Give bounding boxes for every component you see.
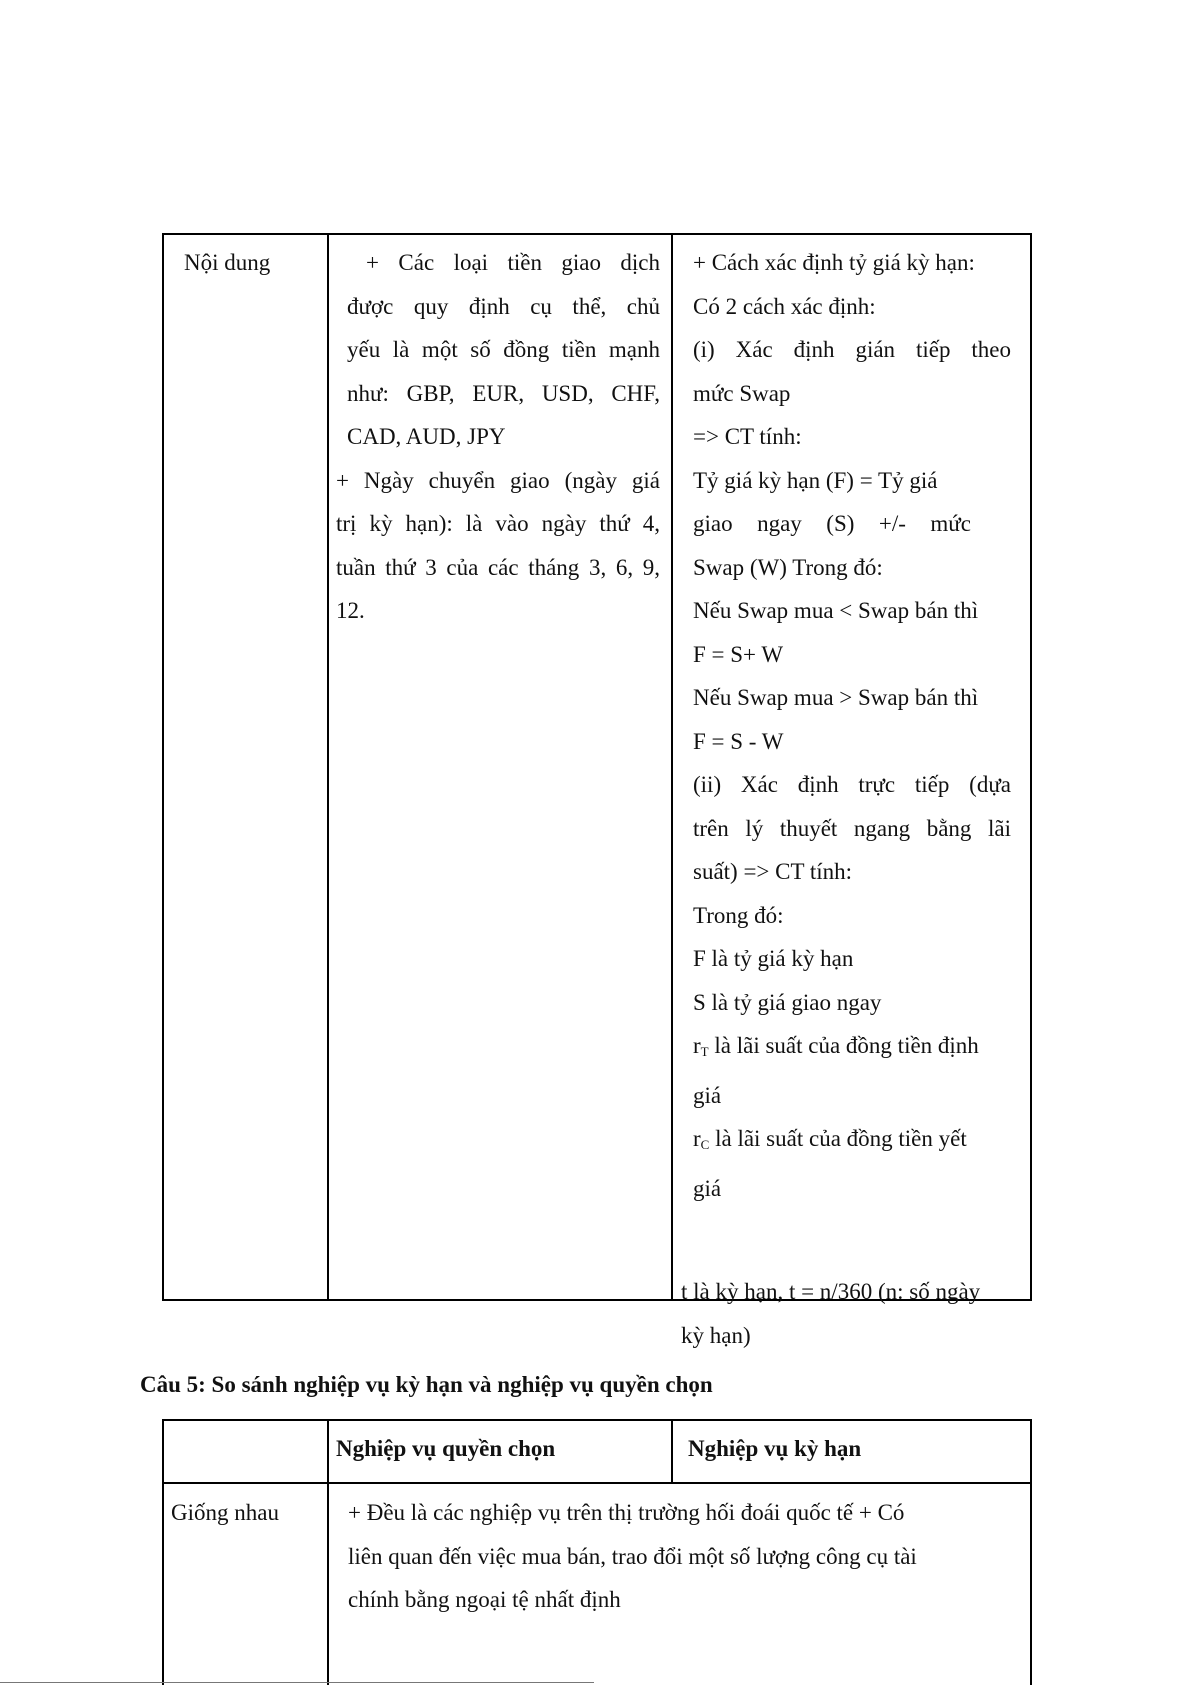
row-label: Nội dung <box>184 250 271 275</box>
delivery-date-line: + Ngày chuyển giao (ngày giá <box>336 467 660 493</box>
delivery-date-line: trị kỳ hạn): là vào ngày thứ 4, <box>336 511 660 536</box>
header-row-divider <box>162 1482 1032 1484</box>
table-divider-2 <box>671 1419 673 1483</box>
table-divider-2 <box>671 233 673 1301</box>
method-line: => CT tính: <box>693 424 802 449</box>
table-border-left <box>162 233 164 1301</box>
rt-symbol: r <box>693 1033 701 1058</box>
method-line: Có 2 cách xác định: <box>693 293 876 319</box>
delivery-date-line: tuần thứ 3 của các tháng 3, 6, 9, <box>336 554 660 580</box>
method-line: giao ngay (S) +/- mức <box>693 511 971 536</box>
method-line: F là tỷ giá kỳ hạn <box>693 946 854 971</box>
rc-symbol: r <box>693 1126 701 1151</box>
method-line: Nếu Swap mua > Swap bán thì <box>693 685 979 710</box>
method-line: Tỷ giá kỳ hạn (F) = Tỷ giá <box>693 467 938 493</box>
table-border-right <box>1030 233 1032 1301</box>
rc-definition <box>693 1117 1011 1167</box>
term-line: kỳ hạn) <box>681 1322 751 1348</box>
table-border-left <box>162 1419 164 1685</box>
method-line: suất) => CT tính: <box>693 859 853 884</box>
rt-text: là lãi suất của đồng tiền định <box>708 1033 979 1058</box>
method-line: Trong đó: <box>693 902 784 928</box>
table-divider-1 <box>327 233 329 1301</box>
rt-definition <box>693 1024 1011 1074</box>
currency-line: được quy định cụ thể, chủ <box>347 293 660 319</box>
method-line: F = S+ W <box>693 641 784 667</box>
method-line: Nếu Swap mua < Swap bán thì <box>693 598 979 623</box>
footer-rule <box>0 1682 594 1683</box>
table-divider-1 <box>327 1419 329 1685</box>
method-line: trên lý thuyết ngang bằng lãi <box>693 815 1011 841</box>
method-line: S là tỷ giá giao ngay <box>693 989 882 1015</box>
term-definition <box>681 1270 1031 1357</box>
term-line: t là kỳ hạn, t = n/360 (n: số ngày <box>681 1279 981 1304</box>
table-border-right <box>1030 1419 1032 1685</box>
currency-line: CAD, AUD, JPY <box>347 424 506 449</box>
rc-definition-cont: giá <box>693 1175 722 1201</box>
method-line: F = S - W <box>693 728 784 754</box>
header-forward: Nghiệp vụ kỳ hạn <box>688 1436 862 1461</box>
section-heading: Câu 5: So sánh nghiệp vụ kỳ hạn và nghiệp vụ quyền chọn <box>140 1372 713 1397</box>
rc-text: là lãi suất của đồng tiền yết <box>709 1126 967 1151</box>
method-line: mức Swap <box>693 380 791 406</box>
rt-definition-cont: giá <box>693 1082 722 1108</box>
forward-rate-method-cell <box>693 241 1011 1210</box>
currency-line: yếu là một số đồng tiền mạnh <box>347 337 660 362</box>
delivery-date-line: 12. <box>336 598 365 623</box>
method-line: (ii) Xác định trực tiếp (dựa <box>693 772 1011 797</box>
similarity-line: liên quan đến việc mua bán, trao đổi một số lượng công cụ tài <box>348 1543 917 1569</box>
currency-types-cell <box>336 241 660 633</box>
rc-subscript: C <box>700 1137 710 1152</box>
currency-line: + Các loại tiền giao dịch <box>366 250 660 275</box>
similarity-line: chính bằng ngoại tệ nhất định <box>348 1587 621 1612</box>
forward-rate-table <box>162 233 1032 1348</box>
currency-line: như: GBP, EUR, USD, CHF, <box>347 380 660 406</box>
similarities-text <box>348 1491 998 1622</box>
header-options: Nghiệp vụ quyền chọn <box>336 1436 556 1461</box>
similarity-line: + Đều là các nghiệp vụ trên thị trường hối đoái quốc tế + Có <box>348 1500 905 1525</box>
table-border-top <box>162 233 1032 235</box>
table-border-top <box>162 1419 1032 1421</box>
comparison-table <box>162 1419 1032 1685</box>
method-line: Swap (W) Trong đó: <box>693 554 883 580</box>
rt-subscript: T <box>700 1044 709 1059</box>
method-line: (i) Xác định gián tiếp theo <box>693 337 1011 362</box>
row-label-similarities: Giống nhau <box>171 1500 279 1525</box>
method-line: + Cách xác định tỷ giá kỳ hạn: <box>693 250 975 275</box>
